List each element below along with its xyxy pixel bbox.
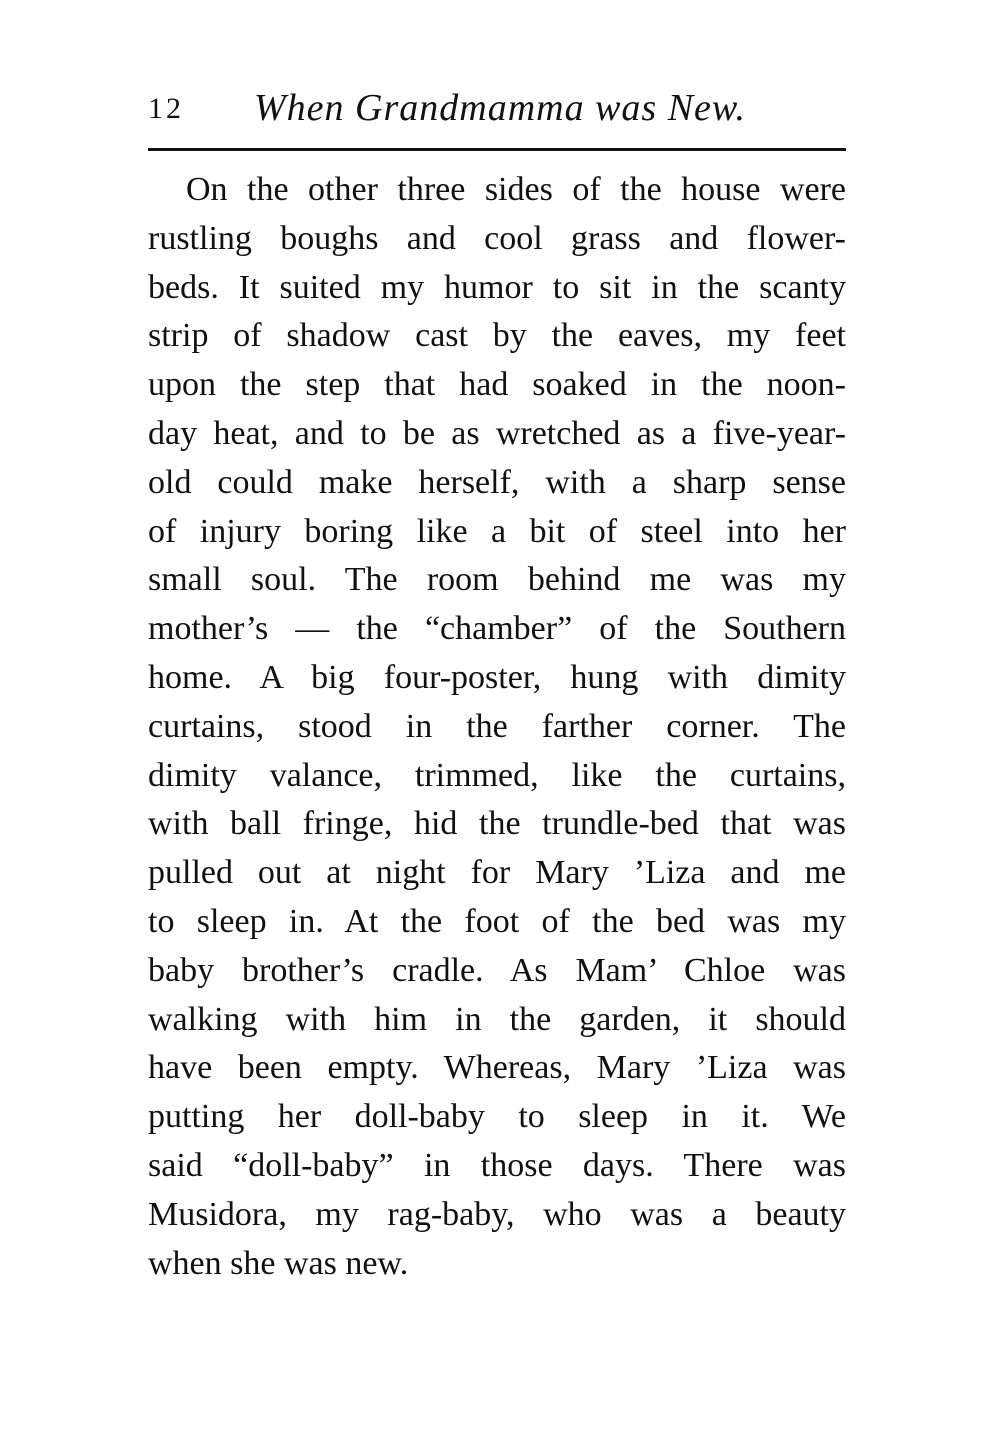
header-rule [148, 148, 846, 151]
text-line: said “doll-baby” in those days. There was [148, 1146, 846, 1184]
text-line: walking with him in the garden, it should [148, 1000, 846, 1038]
text-line: On the other three sides of the house were [186, 171, 846, 208]
page-number: 12 [148, 92, 184, 125]
text-line: beds. It suited my humor to sit in the scanty [148, 268, 846, 306]
text-line: curtains, stood in the farther corner. The [148, 707, 846, 745]
text-line: when she was new. [148, 1244, 409, 1282]
text-line: home. A big four-poster, hung with dimity [148, 658, 846, 696]
text-line: Musidora, my rag-baby, who was a beauty [148, 1195, 846, 1233]
running-header [148, 86, 848, 136]
body-paragraph [148, 166, 846, 1288]
text-line: rustling boughs and cool grass and flower- [148, 219, 846, 257]
text-line: of injury boring like a bit of steel into her [148, 512, 846, 550]
text-line: upon the step that had soaked in the noon- [148, 366, 846, 404]
text-line: baby brother’s cradle. As Mam’ Chloe was [148, 951, 846, 989]
text-line: to sleep in. At the foot of the bed was my [148, 902, 846, 940]
text-line: with ball fringe, hid the trundle-bed that was [148, 805, 846, 843]
text-line: putting her doll-baby to sleep in it. We [148, 1098, 846, 1136]
running-title: When Grandmamma was New. [254, 87, 746, 129]
text-line: pulled out at night for Mary ’Liza and me [148, 854, 846, 892]
text-line: mother’s — the “chamber” of the Southern [148, 610, 846, 648]
text-line: day heat, and to be as wretched as a five-year- [148, 414, 846, 452]
text-line: small soul. The room behind me was my [148, 561, 846, 599]
text-line: old could make herself, with a sharp sense [148, 463, 846, 501]
text-line: dimity valance, trimmed, like the curtains, [148, 756, 846, 794]
text-line: strip of shadow cast by the eaves, my feet [148, 317, 846, 355]
text-line: have been empty. Whereas, Mary ’Liza was [148, 1049, 846, 1087]
